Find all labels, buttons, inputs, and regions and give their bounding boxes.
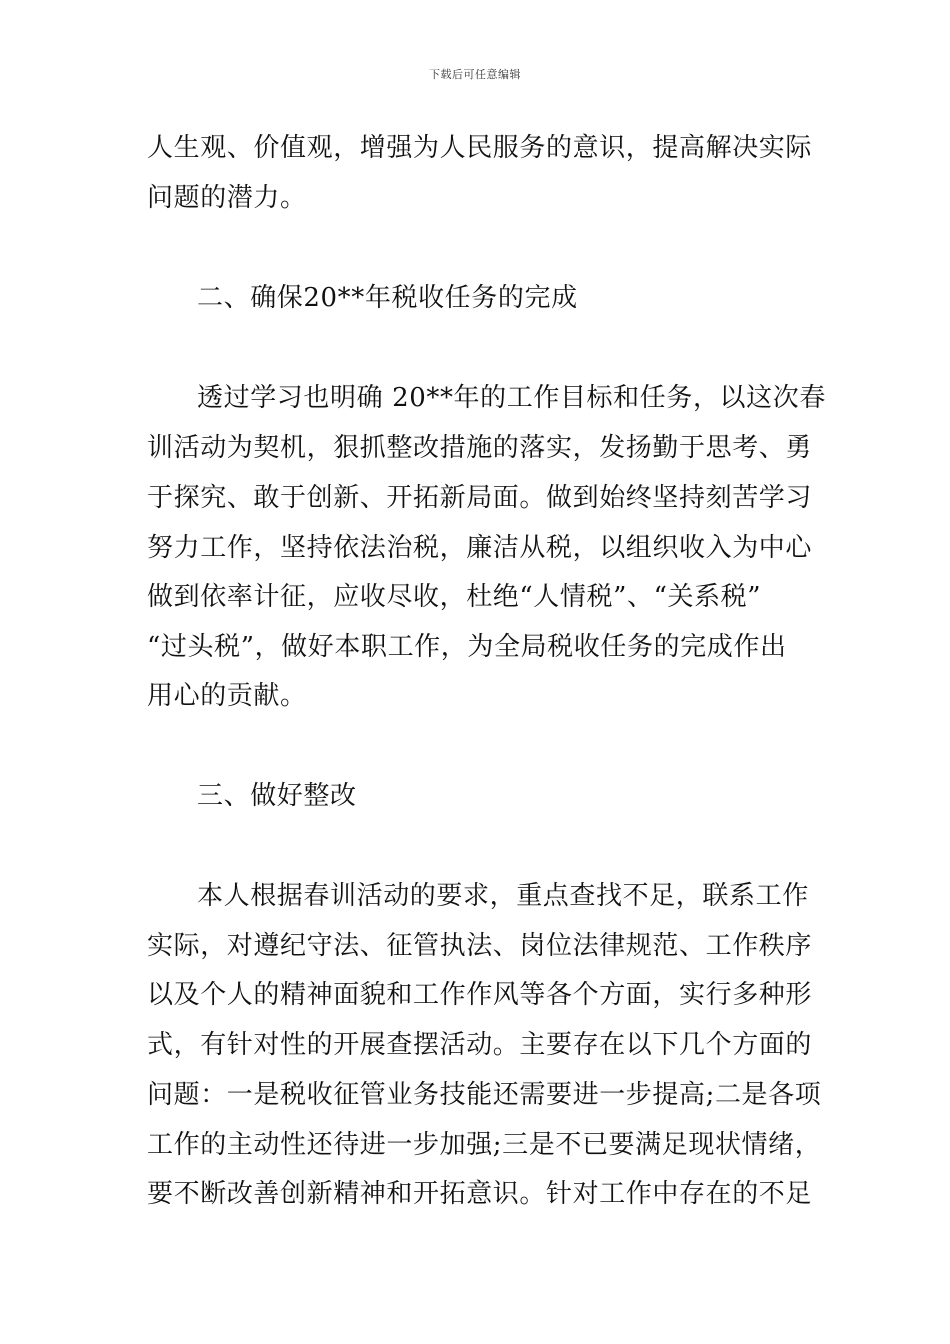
text-line: 问题：一是税收征管业务技能还需要进一步提高;二是各项: [147, 1080, 822, 1110]
text-line: “过头税”，做好本职工作，为全局税收任务的完成作出: [147, 632, 787, 662]
text-line: 式，有针对性的开展查摆活动。主要存在以下几个方面的: [147, 1030, 813, 1060]
text-line: 问题的潜力。: [147, 183, 307, 213]
text-line: 要不断改善创新精神和开拓意识。针对工作中存在的不足: [147, 1179, 813, 1209]
page-header: 下载后可任意编辑: [429, 68, 521, 81]
text-line: 做到依率计征，应收尽收，杜绝“人情税”、“关系税”: [147, 582, 762, 612]
text-line: 训活动为契机，狠抓整改措施的落实，发扬勤于思考、勇: [147, 433, 813, 463]
text-line: 实际，对遵纪守法、征管执法、岗位法律规范、工作秩序: [147, 931, 813, 961]
section-heading: 二、确保20**年税收任务的完成: [197, 283, 578, 313]
text-line: 努力工作，坚持依法治税，廉洁从税，以组织收入为中心: [147, 533, 813, 563]
text-line: 以及个人的精神面貌和工作作风等各个方面，实行多种形: [147, 980, 813, 1010]
text-line: 透过学习也明确 20**年的工作目标和任务，以这次春: [197, 383, 826, 413]
text-line: 用心的贡献。: [147, 681, 307, 711]
text-line: 于探究、敢于创新、开拓新局面。做到始终坚持刻苦学习: [147, 483, 813, 513]
text-line: 本人根据春训活动的要求，重点查找不足，联系工作: [197, 881, 809, 911]
section-heading: 三、做好整改: [197, 781, 357, 811]
text-line: 工作的主动性还待进一步加强;三是不已要满足现状情绪，: [147, 1130, 822, 1160]
text-line: 人生观、价值观，增强为人民服务的意识，提高解决实际: [147, 133, 813, 163]
